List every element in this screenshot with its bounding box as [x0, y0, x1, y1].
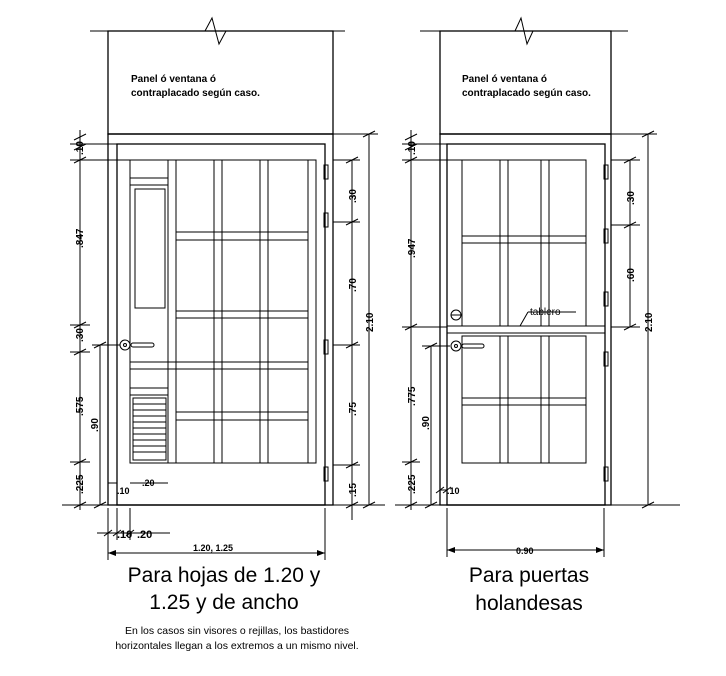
right-door-frame — [440, 134, 611, 505]
left-caption-1: Para hojas de 1.20 y — [127, 564, 321, 587]
right-door-elevation — [395, 18, 680, 615]
right-right-dim-0: .30 — [626, 191, 637, 205]
left-small-10: .10 — [117, 486, 130, 496]
left-right-dim-1: .70 — [348, 278, 359, 292]
left-visor — [135, 189, 165, 308]
left-panel-text-1: Panel ó ventana ó — [131, 74, 217, 85]
left-panel-text-2: contraplacado según caso. — [131, 88, 260, 99]
left-grille — [133, 398, 166, 460]
right-dim-1: .947 — [407, 238, 418, 258]
tablero-shelf — [447, 326, 605, 333]
left-right-dim-0: .30 — [348, 189, 359, 203]
left-dim-90: .90 — [90, 418, 101, 432]
left-dim-1: .847 — [75, 228, 86, 248]
right-bottom-10: .10 — [447, 486, 460, 496]
left-right-dim-3: .15 — [348, 483, 359, 497]
right-panel-text-2: contraplacado según caso. — [462, 88, 591, 99]
right-height-total: 2.10 — [644, 312, 655, 332]
left-bottom-20: .20 — [137, 529, 153, 541]
left-door-leaf — [117, 144, 325, 505]
left-dim-4: .225 — [75, 474, 86, 494]
tablero-label: tablero — [530, 307, 561, 318]
right-dim-3: .225 — [407, 474, 418, 494]
right-caption-2: holandesas — [475, 592, 583, 615]
right-dim-90: .90 — [421, 416, 432, 430]
left-door-elevation — [62, 18, 385, 652]
left-width-total: 1.20, 1.25 — [193, 543, 234, 553]
left-right-dim-2: .75 — [348, 402, 359, 416]
right-width-total: 0.90 — [516, 546, 534, 556]
left-height-total: 2.10 — [365, 312, 376, 332]
left-caption-2: 1.25 y de ancho — [149, 591, 299, 614]
right-door-leaf — [447, 144, 605, 505]
left-note-1: En los casos sin visores o rejillas, los bastidores — [124, 625, 350, 637]
right-panel-text-1: Panel ó ventana ó — [462, 74, 548, 85]
right-door-upper-latch — [451, 310, 461, 320]
left-door-handle — [120, 340, 154, 350]
left-note-2: horizontales llegan a los extremos a un mismo nivel. — [115, 640, 359, 652]
left-small-20: .20 — [142, 478, 155, 488]
right-door-handle — [451, 341, 484, 351]
left-bottom-10: .10 — [117, 529, 133, 541]
left-dim-3: .575 — [75, 396, 86, 416]
right-caption-1: Para puertas — [468, 564, 590, 587]
left-dim-0: .10 — [75, 141, 86, 155]
right-right-dim-1: .60 — [626, 268, 637, 282]
left-door-frame — [108, 134, 333, 505]
left-dim-2: .30 — [75, 328, 86, 342]
right-dim-2: .775 — [407, 386, 418, 406]
right-dim-0: .10 — [407, 141, 418, 155]
